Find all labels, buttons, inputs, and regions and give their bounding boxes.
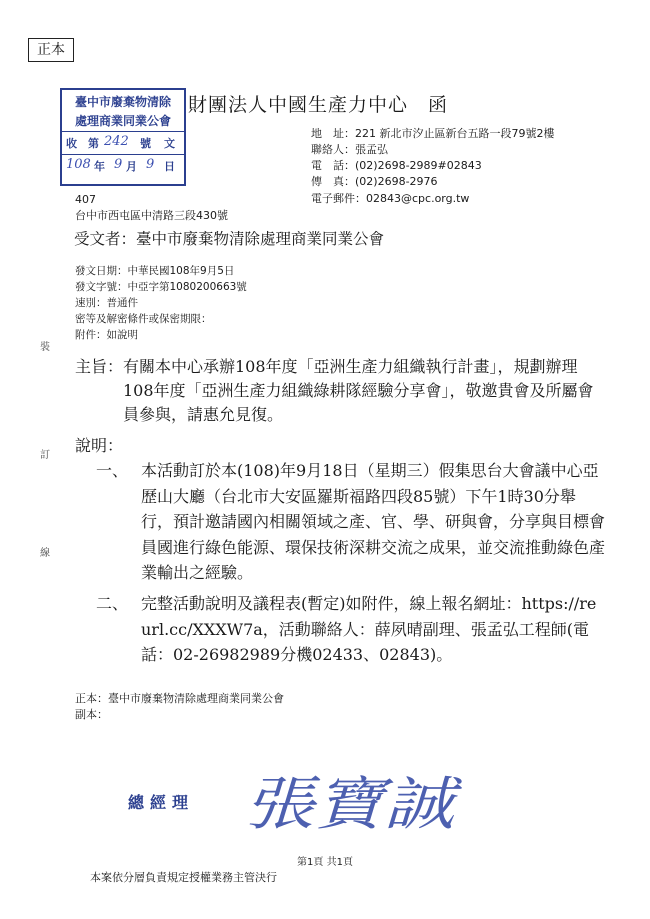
authorization-note: 本案依分層負責規定授權業務主管決行 <box>90 871 277 884</box>
stamp-org-line2: 處理商業同業公會 <box>74 114 171 128</box>
description-label: 說明： <box>75 436 124 455</box>
stamp-day-label: 日 <box>164 160 175 173</box>
binding-mark-3: 線 <box>40 548 50 559</box>
item-number: 二、 <box>96 594 129 613</box>
svg-text:張寶誠: 張寶誠 <box>244 770 468 838</box>
issue-number: 發文字號：中亞字第1080200663號 <box>75 281 247 293</box>
stamp-receive-label: 收 <box>66 137 77 150</box>
contact-person: 張孟弘 <box>355 143 388 156</box>
description-item-2 <box>96 591 606 671</box>
recipient-line: 受文者：臺中市廢棄物清除處理商業同業公會 <box>74 230 385 248</box>
cc-recipient: 副本： <box>75 708 108 721</box>
stamp-number-value: 242 <box>104 134 129 149</box>
contact-fax-row <box>311 173 438 189</box>
contact-person-row <box>311 141 388 157</box>
contact-address-label: 地 址： <box>311 127 355 140</box>
secrecy-level: 密等及解密條件或保密期限： <box>75 313 212 325</box>
subject-text: 有關本中心承辦108年度「亞洲生產力組織執行計畫」，規劃辦理108年度「亞洲生產力組織綠耕隊經驗分享會」，敬邀貴會及所屬會員參與，請惠允見復。 <box>123 357 594 424</box>
stamp-number-suffix: 號 <box>140 137 151 150</box>
recipient-postal-code: 407 <box>75 193 96 206</box>
stamp-month-label: 月 <box>126 160 137 173</box>
contact-person-label: 聯絡人： <box>311 143 355 156</box>
contact-email: 02843@cpc.org.tw <box>366 192 470 205</box>
contact-email-label: 電子郵件： <box>311 192 366 205</box>
item-number: 一、 <box>96 461 129 480</box>
issue-date: 發文日期：中華民國108年9月5日 <box>75 265 235 277</box>
issuing-org-title: 財團法人中國生產力中心 函 <box>188 94 449 116</box>
binding-mark-1: 裝 <box>40 342 50 353</box>
stamp-day: 9 <box>146 157 155 172</box>
delivery-speed: 速別：普通件 <box>75 297 138 309</box>
main-copy-recipient: 正本：臺中市廢棄物清除處理商業同業公會 <box>75 692 284 705</box>
subject-label: 主旨： <box>75 357 124 376</box>
description-item-1 <box>96 458 606 588</box>
contact-phone-row <box>311 157 482 173</box>
copy-type-label: 正本 <box>28 38 74 62</box>
page-number: 第1頁 共1頁 <box>297 857 353 868</box>
stamp-year-label: 年 <box>94 160 105 173</box>
item-text: 完整活動說明及議程表(暫定)如附件，線上報名網址：https://reurl.cc/XXXW7a，活動聯絡人：薛夙晴副理、張孟弘工程師(電話：02-26982989分機02433、02843)。 <box>141 594 597 664</box>
signature-image <box>244 752 484 842</box>
contact-phone-label: 電 話： <box>311 159 355 172</box>
received-stamp <box>60 88 186 186</box>
stamp-doc-label: 文 <box>164 137 175 150</box>
stamp-date-row <box>62 154 184 177</box>
general-manager-title: 總經理 <box>128 793 195 812</box>
stamp-number-prefix: 第 <box>88 137 99 150</box>
binding-mark-2: 訂 <box>40 450 50 461</box>
stamp-month: 9 <box>114 157 123 172</box>
signature-stamp <box>244 752 484 846</box>
contact-fax-label: 傳 真： <box>311 175 355 188</box>
attachment-note: 附件：如說明 <box>75 329 138 341</box>
contact-address-row <box>311 125 555 141</box>
stamp-org-line1: 臺中市廢棄物清除 <box>74 95 171 109</box>
contact-fax: (02)2698-2976 <box>355 175 438 188</box>
contact-address: 221 新北市汐止區新台五路一段79號2樓 <box>355 127 555 140</box>
contact-email-row <box>311 190 469 206</box>
item-text: 本活動訂於本(108)年9月18日（星期三）假集思台大會議中心亞歷山大廳（台北市大安區羅斯福路四段85號）下午1時30分舉行，預計邀請國內相關領域之產、官、學、研與會，分享與目標會員國進行綠色能源、環保技術深耕交流之成果，並交流推動綠色產業輸出之經驗。 <box>141 461 606 582</box>
stamp-year: 108 <box>66 157 91 172</box>
stamp-number-row <box>62 131 184 154</box>
recipient-address: 台中市西屯區中清路三段430號 <box>75 209 228 222</box>
contact-phone: (02)2698-2989#02843 <box>355 159 482 172</box>
